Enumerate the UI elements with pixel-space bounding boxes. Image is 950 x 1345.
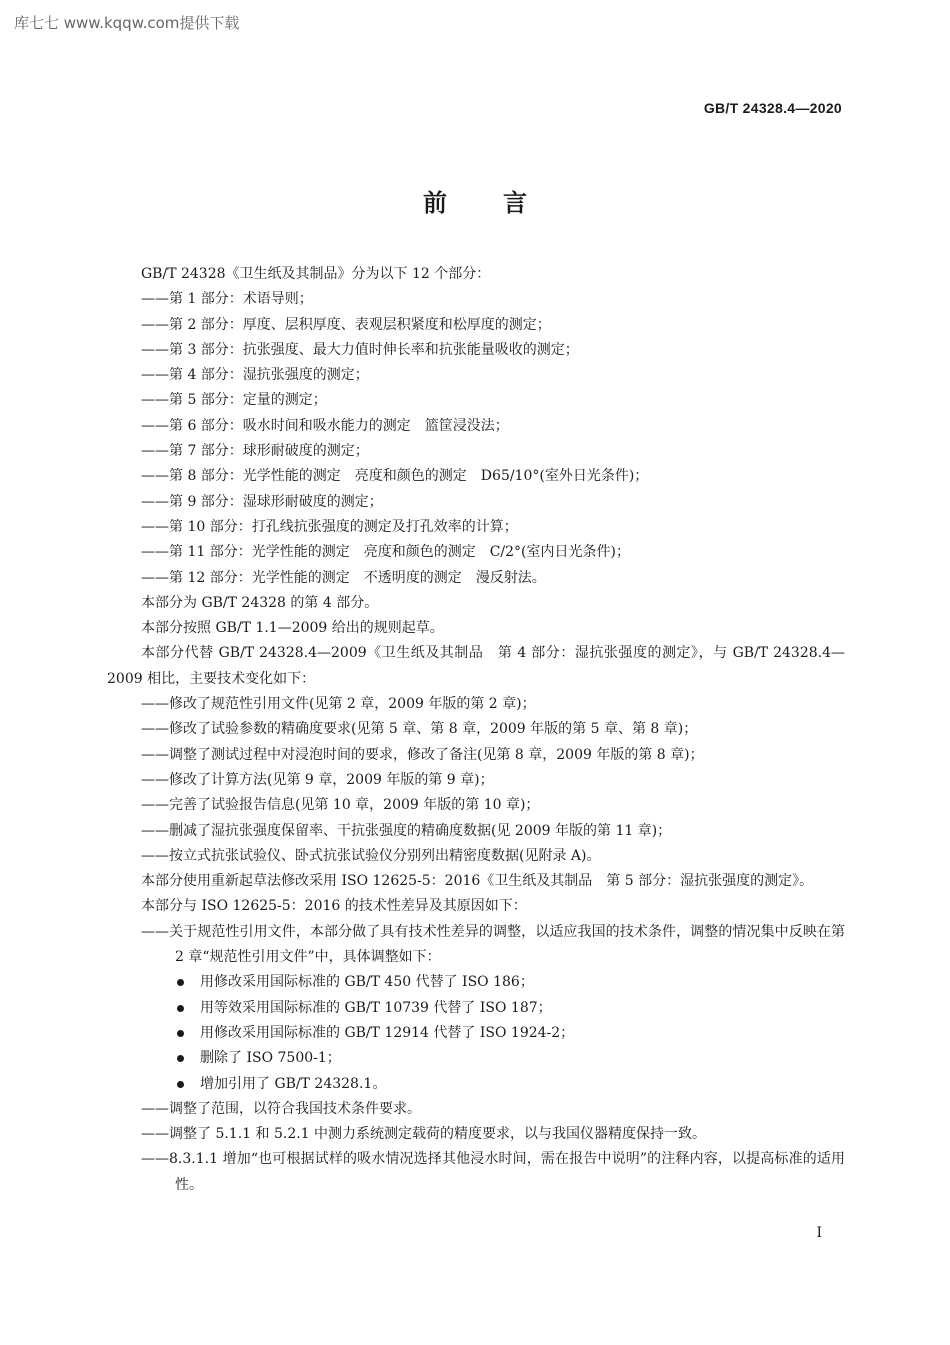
list-item: ——第 11 部分：光学性能的测定 亮度和颜色的测定 C/2°(室内日光条件)； bbox=[141, 544, 630, 561]
intro-paragraph: GB/T 24328《卫生纸及其制品》分为以下 12 个部分： bbox=[141, 266, 491, 282]
list-item: ——第 2 部分：厚度、层积厚度、表观层积紧度和松厚度的测定； bbox=[141, 316, 551, 333]
bullet-icon bbox=[177, 1030, 184, 1037]
bullet-text: 增加引用了 GB/T 24328.1。 bbox=[200, 1075, 387, 1092]
list-item: ——修改了计算方法(见第 9 章，2009 年版的第 9 章)； bbox=[141, 771, 494, 788]
adoption-paragraph: 本部分使用重新起草法修改采用 ISO 12625-5：2016《卫生纸及其制品 第 5 部分：湿抗张强度的测定》。 bbox=[141, 873, 814, 890]
foreword-body bbox=[107, 262, 845, 1198]
bullet-item bbox=[107, 996, 845, 1021]
list-item: ——完善了试验报告信息(见第 10 章，2009 年版的第 10 章)； bbox=[141, 797, 540, 814]
watermark-text: 库七七 www.kqqw.com提供下载 bbox=[14, 14, 240, 32]
bullet-item bbox=[107, 1072, 845, 1097]
bullet-text: 用修改采用国际标准的 GB/T 450 代替了 ISO 186； bbox=[200, 974, 534, 991]
list-item: ——调整了测试过程中对浸泡时间的要求，修改了备注(见第 8 章，2009 年版的第 8 章)； bbox=[141, 746, 704, 763]
list-item: ——第 12 部分：光学性能的测定 不透明度的测定 漫反射法。 bbox=[141, 569, 546, 586]
bullet-text: 用等效采用国际标准的 GB/T 10739 代替了 ISO 187； bbox=[200, 999, 552, 1016]
list-item: ——第 10 部分：打孔线抗张强度的测定及打孔效率的计算； bbox=[141, 518, 518, 535]
list-item: ——第 4 部分：湿抗张强度的测定； bbox=[141, 367, 369, 384]
list-item: ——第 7 部分：球形耐破度的测定； bbox=[141, 443, 369, 460]
list-item: ——8.3.1.1 增加“也可根据试样的吸水情况选择其他浸水时间，需在报告中说明”的注释内容，以提高标准的适用性。 bbox=[141, 1151, 845, 1193]
list-item: ——关于规范性引用文件，本部分做了具有技术性差异的调整，以适应我国的技术条件，调整的情况集中反映在第 2 章“规范性引用文件”中，具体调整如下： bbox=[141, 923, 845, 966]
list-item: ——调整了 5.1.1 和 5.2.1 中测力系统测定载荷的精度要求，以与我国仪器精度保持一致。 bbox=[141, 1126, 707, 1143]
bullet-text: 用修改采用国际标准的 GB/T 12914 代替了 ISO 1924-2； bbox=[200, 1024, 575, 1041]
part4-paragraph: 本部分为 GB/T 24328 的第 4 部分。 bbox=[141, 594, 379, 611]
list-item: ——按立式抗张试验仪、卧式抗张试验仪分别列出精密度数据(见附录 A)。 bbox=[141, 847, 601, 864]
list-item: ——修改了规范性引用文件(见第 2 章，2009 年版的第 2 章)； bbox=[141, 696, 536, 713]
bullet-item bbox=[107, 970, 845, 995]
list-item: ——第 9 部分：湿球形耐破度的测定； bbox=[141, 493, 383, 510]
list-item: ——修改了试验参数的精确度要求(见第 5 章、第 8 章，2009 年版的第 5 章、第 8 章)； bbox=[141, 721, 698, 738]
bullet-item bbox=[107, 1021, 845, 1046]
bullet-icon bbox=[177, 1081, 184, 1088]
list-item: ——第 3 部分：抗张强度、最大力值时伸长率和抗张能量吸收的测定； bbox=[141, 341, 579, 358]
page-number: I bbox=[816, 1225, 822, 1241]
list-item: ——删减了湿抗张强度保留率、干抗张强度的精确度数据(见 2009 年版的第 11 章)； bbox=[141, 822, 672, 839]
bullet-text: 删除了 ISO 7500-1； bbox=[200, 1050, 341, 1067]
bullet-icon bbox=[177, 1005, 184, 1012]
list-item: ——调整了范围，以符合我国技术条件要求。 bbox=[141, 1100, 421, 1117]
differences-intro: 本部分与 ISO 12625-5：2016 的技术性差异及其原因如下： bbox=[141, 898, 527, 915]
list-item: ——第 8 部分：光学性能的测定 亮度和颜色的测定 D65/10°(室外日光条件)； bbox=[141, 468, 649, 485]
list-item: ——第 1 部分：术语导则； bbox=[141, 291, 313, 308]
list-item: ——第 5 部分：定量的测定； bbox=[141, 392, 327, 409]
list-item: ——第 6 部分：吸水时间和吸水能力的测定 篮筐浸没法； bbox=[141, 417, 509, 434]
bullet-item bbox=[107, 1046, 845, 1071]
replaces-paragraph: 本部分代替 GB/T 24328.4—2009《卫生纸及其制品 第 4 部分：湿抗张强度的测定》，与 GB/T 24328.4—2009 相比，主要技术变化如下： bbox=[107, 645, 845, 687]
standard-number: GB/T 24328.4—2020 bbox=[703, 100, 842, 116]
page-title: 前言 bbox=[423, 189, 583, 217]
drafting-paragraph: 本部分按照 GB/T 1.1—2009 给出的规则起草。 bbox=[141, 620, 444, 637]
